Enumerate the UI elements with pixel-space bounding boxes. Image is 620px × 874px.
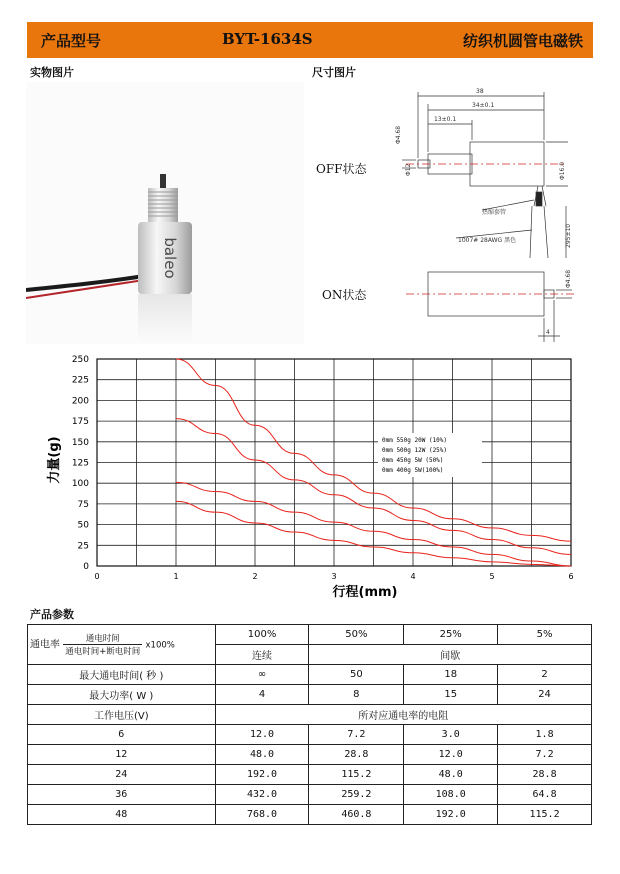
y-tick-label: 100 [71,479,89,490]
resistance-cell: 1.8 [498,725,592,745]
chart-ticks [72,355,574,581]
max-power-label: 最大功率( W ) [28,685,216,705]
legend-entry: 0mm 500g 12W (25%) [382,447,448,454]
duty-cell: 100% [215,625,309,645]
dim-phi-plunger: Φ4.68 [395,125,402,144]
x-tick-label: 0 [94,572,100,581]
x-tick-label: 4 [410,572,416,581]
resistance-cell: 768.0 [215,805,309,825]
params-section-label: 产品参数 [30,608,74,621]
resistance-cell: 28.8 [309,745,404,765]
y-tick-label: 250 [71,355,89,365]
y-tick-label: 75 [77,499,89,510]
max-power-row [28,685,592,705]
resistance-cell: 48.0 [404,765,498,785]
duty-cell: 5% [498,625,592,645]
max-power-cell: 8 [309,685,404,705]
x-tick-label: 6 [568,572,574,581]
dim-phi-on: Φ4.68 [565,269,572,288]
resistance-row [28,725,592,745]
y-tick-label: 150 [71,437,89,448]
max-time-cell: ∞ [215,665,309,685]
label-wire-spec: 1007# 28AWG 黑色 [458,237,517,244]
resistance-label: 所对应通电率的电阻 [215,705,591,725]
voltage-cell: 12 [28,745,216,765]
y-tick-label: 50 [77,520,89,531]
resistance-row [28,785,592,805]
duty-label: 通电率 [30,639,60,651]
resistance-row [28,765,592,785]
y-tick-label: 175 [71,417,89,428]
voltage-cell: 6 [28,725,216,745]
brand-logo: baleo [161,237,179,279]
chart-legend [378,433,482,477]
force-stroke-chart [0,350,620,606]
chart-grid [97,359,571,566]
dim-phi-body: Φ16.0 [559,161,566,180]
resistance-cell: 115.2 [309,765,404,785]
resistance-cell: 108.0 [404,785,498,805]
x-tick-label: 1 [173,572,179,581]
max-time-cell: 50 [309,665,404,685]
x-tick-label: 3 [331,572,337,581]
resistance-cell: 3.0 [404,725,498,745]
header-bar [27,22,593,58]
voltage-cell: 36 [28,785,216,805]
duty-formula [28,625,216,665]
duty-denominator: 通电时间+断电时间 [65,647,141,657]
y-tick-label: 125 [71,458,89,469]
resistance-cell: 460.8 [309,805,404,825]
voltage-label: 工作电压(V) [28,705,216,725]
resistance-cell: 12.0 [215,725,309,745]
duty-numerator: 通电时间 [63,632,142,645]
legend-entry: 0mm 400g 5W(100%) [382,467,444,474]
photo-section-label: 实物图片 [30,66,74,79]
resistance-cell: 28.8 [498,765,592,785]
resistance-cell: 432.0 [215,785,309,805]
dim-stroke: 4 [546,329,550,336]
y-tick-label: 200 [71,396,89,407]
duty-row [28,625,592,645]
resistance-cell: 259.2 [309,785,404,805]
resistance-cell: 64.8 [498,785,592,805]
off-state-label: OFF状态 [316,162,367,176]
voltage-cell: 48 [28,805,216,825]
resistance-cell: 12.0 [404,745,498,765]
dim-lead-length: 295±10 [565,223,572,248]
y-tick-label: 225 [71,375,89,386]
legend-entry: 0mm 450g 5W (50%) [382,457,444,464]
resistance-cell: 7.2 [309,725,404,745]
voltage-header-row [28,705,592,725]
duty-cell: 50% [309,625,404,645]
duty-suffix: x100% [145,640,175,651]
duty-cell: 25% [404,625,498,645]
dimension-drawing [306,80,596,342]
max-power-cell: 24 [498,685,592,705]
max-time-cell: 18 [404,665,498,685]
x-tick-label: 2 [252,572,258,581]
label-heat-sleeve: 热缩套管 [482,209,507,216]
model-number: BYT-1634S [222,30,313,48]
dim-38: 38 [476,88,484,95]
duty-fraction [63,632,142,657]
on-state-label: ON状态 [322,288,367,302]
product-photo [26,82,304,344]
max-time-label: 最大通电时间( 秒 ) [28,665,216,685]
dimension-section-label: 尺寸图片 [312,66,356,79]
dim-13: 13±0.1 [434,116,457,123]
resistance-cell: 115.2 [498,805,592,825]
max-power-cell: 15 [404,685,498,705]
product-name: 纺织机圆管电磁铁 [462,32,583,50]
y-tick-label: 0 [83,562,89,572]
legend-entry: 0mm 550g 20W (10%) [382,437,448,444]
mode-continuous: 连续 [215,645,309,665]
max-power-cell: 4 [215,685,309,705]
resistance-cell: 48.0 [215,745,309,765]
product-type-label: 产品型号 [41,32,102,50]
resistance-cell: 192.0 [404,805,498,825]
voltage-cell: 24 [28,765,216,785]
dim-34: 34±0.1 [472,102,495,109]
x-axis-label: 行程(mm) [332,585,398,600]
resistance-row [28,805,592,825]
max-time-cell: 2 [498,665,592,685]
params-table [27,624,592,825]
y-axis-label: 力量(g) [47,436,62,484]
resistance-cell: 7.2 [498,745,592,765]
y-tick-label: 25 [77,541,89,552]
max-time-row [28,665,592,685]
resistance-cell: 192.0 [215,765,309,785]
resistance-row [28,745,592,765]
mode-intermittent: 间歇 [309,645,592,665]
x-tick-label: 5 [489,572,495,581]
dim-phi-neck: Φ12 [405,163,412,176]
